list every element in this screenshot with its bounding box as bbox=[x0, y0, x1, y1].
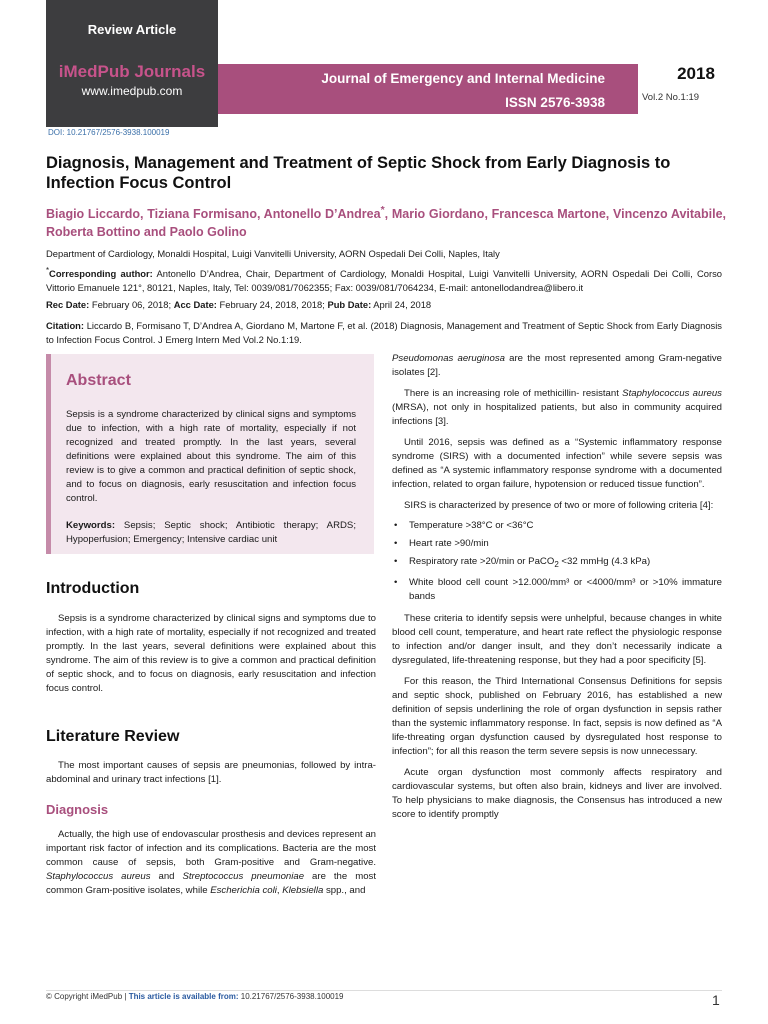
organism-pseudomonas: Pseudomonas aeruginosa bbox=[392, 353, 505, 364]
acc-date-label: Acc Date: bbox=[173, 299, 217, 310]
availability-label: This article is available from: bbox=[128, 992, 239, 1001]
availability-link[interactable]: 10.21767/2576-3938.100019 bbox=[238, 992, 344, 1001]
corresponding-text: Antonello D’Andrea, Chair, Department of Cardiology, Monaldi Hospital, Luigi Vanvitelli University, AORN Ospedali Dei Colli, Corso Vittorio Emanuele 121°, 80121, Naples, Italy, Tel: 0039/081/7062355; Fax: 0039/081/7064234, E-mail: antonellodandrea@libero.it bbox=[46, 268, 722, 294]
diagnosis-text-e: spp., and bbox=[323, 885, 366, 896]
organ-dysfunction-paragraph: Acute organ dysfunction most commonly affects respiratory and cardiovascular systems, but often also brain, kidneys and liver are involved. To help physicians to make diagnosis, the Consensus has introduced a new score to identify promptly bbox=[392, 766, 722, 820]
publisher-url[interactable]: www.imedpub.com bbox=[81, 84, 183, 98]
diagnosis-heading: Diagnosis bbox=[46, 802, 109, 817]
diagnosis-text bbox=[46, 828, 376, 898]
doi-link[interactable]: DOI: 10.21767/2576-3938.100019 bbox=[48, 128, 170, 137]
footer-divider bbox=[46, 990, 722, 991]
page-number: 1 bbox=[712, 992, 720, 1008]
literature-review-text bbox=[46, 759, 376, 787]
literature-review-paragraph: The most important causes of sepsis are pneumonias, followed by intra-abdominal and urinary tract infections [1]. bbox=[46, 760, 376, 785]
citation-text: Liccardo B, Formisano T, D’Andrea A, Giordano M, Martone F, et al. (2018) Diagnosis, Management and Treatment of Septic Shock from Early Diagnosis to Infection Focus Control. J Emerg Intern Med Vol.2 No.1:19. bbox=[46, 320, 722, 345]
list-item bbox=[392, 555, 722, 572]
affiliation: Department of Cardiology, Monaldi Hospital, Luigi Vanvitelli University, AORN Ospedali Dei Colli, Naples, Italy bbox=[46, 248, 500, 259]
organism-strep: Streptococcus pneumoniae bbox=[182, 871, 305, 882]
pub-date: April 24, 2018 bbox=[371, 299, 432, 310]
diagnosis-text-b: and bbox=[150, 871, 183, 882]
bullet-icon: • bbox=[394, 556, 398, 567]
criteria-limitations-paragraph: These criteria to identify sepsis were unhelpful, because changes in white blood cell count, temperature, and heart rate reflect the physiologic response to infection and/or danger insult, and they don’t necessarily indicate a dysregulated, life-threatening response, but they had a poor specificity [5]. bbox=[392, 612, 722, 666]
organism-mrsa: Staphylococcus aureus bbox=[622, 388, 722, 399]
diagnosis-text-d: , bbox=[276, 885, 283, 896]
criterion-respiratory-b: <32 mmHg (4.3 kPa) bbox=[558, 556, 651, 567]
publication-year: 2018 bbox=[677, 64, 715, 83]
criterion-respiratory-a: Respiratory rate >20/min or PaCO bbox=[409, 556, 555, 567]
mrsa-text-b: (MRSA), not only in hospitalized patients, but also in community acquired infections [3]. bbox=[392, 402, 722, 427]
publisher-logo-text: iMedPub Journals bbox=[58, 62, 206, 81]
right-column bbox=[392, 352, 722, 822]
abstract-text: Sepsis is a syndrome characterized by clinical signs and symptoms due to infection, with a high rate of mortality, especially if not recognized and treated promptly. In the last years, several definitions were explained about this syndrome. The aim of this review is to give a common and practical definition of septic shock, and to focus on diagnosis, early resuscitation and infection focus control. bbox=[66, 409, 356, 504]
criterion-heart-rate: Heart rate >90/min bbox=[409, 538, 489, 549]
acc-date: February 24, 2018, 2018; bbox=[216, 299, 328, 310]
rec-date: February 06, 2018; bbox=[89, 299, 174, 310]
corresponding-mark: * bbox=[380, 205, 385, 216]
introduction-text bbox=[46, 612, 376, 696]
keywords bbox=[66, 519, 356, 547]
literature-review-heading: Literature Review bbox=[46, 728, 180, 745]
bullet-icon: • bbox=[394, 538, 398, 549]
mrsa-text-a: There is an increasing role of methicillin- resistant bbox=[404, 388, 623, 399]
sirs-definition-paragraph: Until 2016, sepsis was defined as a “Systemic inflammatory response syndrome (SIRS) with a documented infection” while severe sepsis was defined as “A systemic inflammatory response syndrome with a documented infection, related to organ failure, hypotension or reduced tissue function”. bbox=[392, 437, 722, 490]
consensus-paragraph: For this reason, the Third International Consensus Definitions for sepsis and septic shock, published on February 2016, has established a new definition of sepsis underlining the role of organ dysfunction in sepsis rather than the systemic inflammatory response. In fact, sepsis is now defined as “A life-threating organ dysfunction caused by dysregulated host response to infection”; for all this reason the term severe sepsis is now unnecessary. bbox=[392, 675, 722, 757]
corresponding-author bbox=[46, 264, 722, 295]
organism-ecoli: Escherichia coli bbox=[210, 885, 277, 896]
article-title: Diagnosis, Management and Treatment of Septic Shock from Early Diagnosis to Infection Focus Control bbox=[46, 154, 671, 192]
abstract-heading: Abstract bbox=[66, 372, 131, 389]
author-list bbox=[46, 202, 726, 241]
citation-label: Citation: bbox=[46, 320, 85, 331]
mrsa-paragraph bbox=[392, 387, 722, 429]
diagnosis-paragraph bbox=[46, 828, 376, 898]
criterion-respiratory-sub: 2 bbox=[554, 559, 559, 569]
volume-issue: Vol.2 No.1:19 bbox=[642, 92, 700, 103]
list-item bbox=[392, 519, 722, 533]
list-item bbox=[392, 576, 722, 604]
diagnosis-text-c: are the most common Gram-positive isolates, while bbox=[46, 871, 376, 896]
corresponding-mark: * bbox=[46, 266, 50, 275]
bullet-icon: • bbox=[394, 576, 398, 588]
organism-staph: Staphylococcus aureus bbox=[46, 871, 151, 882]
sirs-criteria-list bbox=[392, 519, 722, 604]
gram-negative-paragraph bbox=[392, 352, 722, 380]
pub-date-label: Pub Date: bbox=[327, 299, 372, 310]
article-dates bbox=[46, 298, 722, 312]
article-type-label: Review Article bbox=[87, 22, 177, 37]
citation bbox=[46, 319, 722, 347]
authors-first: Biagio Liccardo, Tiziana Formisano, Antonello D’Andrea bbox=[46, 207, 381, 222]
criterion-temperature: Temperature >38°C or <36°C bbox=[409, 520, 534, 531]
authors-rest: , Mario Giordano, Francesca Martone, Vincenzo Avitabile, Roberta Bottino and Paolo Golino bbox=[46, 207, 726, 240]
copyright-text: © Copyright iMedPub | bbox=[46, 992, 129, 1001]
criterion-wbc: White blood cell count >12.000/mm³ or <4000/mm³ or >10% immature bands bbox=[409, 576, 722, 602]
introduction-heading: Introduction bbox=[46, 580, 140, 597]
abstract-accent-bar bbox=[46, 354, 51, 554]
corresponding-label: Corresponding author: bbox=[49, 268, 153, 280]
organism-klebsiella: Klebsiella bbox=[282, 885, 324, 896]
bullet-icon: • bbox=[394, 520, 398, 531]
diagnosis-text-a: Actually, the high use of endovascular prosthesis and devices represent an important risk factor of infection and its complications. Bacteria are the most common cause of sepsis, both Gram-positive and Gram-negative. bbox=[46, 829, 376, 868]
sirs-criteria-intro: SIRS is characterized by presence of two or more of following criteria [4]: bbox=[404, 500, 714, 511]
journal-issn: ISSN 2576-3938 bbox=[505, 95, 605, 110]
keywords-label: Keywords: bbox=[66, 520, 116, 531]
rec-date-label: Rec Date: bbox=[46, 299, 90, 310]
keywords-text: Sepsis; Septic shock; Antibiotic therapy; ARDS; Hypoperfusion; Emergency; Intensive cardiac unit bbox=[66, 520, 356, 545]
introduction-paragraph: Sepsis is a syndrome characterized by clinical signs and symptoms due to infection, with a high rate of mortality, especially if not recognized and treated promptly. In the last years, several definitions were explained about this syndrome. The aim of this review is to give a common and practical definition of septic shock, and to focus on diagnosis, early resuscitation and infection focus control. bbox=[46, 613, 376, 694]
journal-name: Journal of Emergency and Internal Medicine bbox=[321, 71, 605, 86]
gram-negative-text: are the most represented among Gram-negative isolates [2]. bbox=[392, 353, 722, 378]
list-item bbox=[392, 537, 722, 551]
footer bbox=[46, 992, 344, 1001]
